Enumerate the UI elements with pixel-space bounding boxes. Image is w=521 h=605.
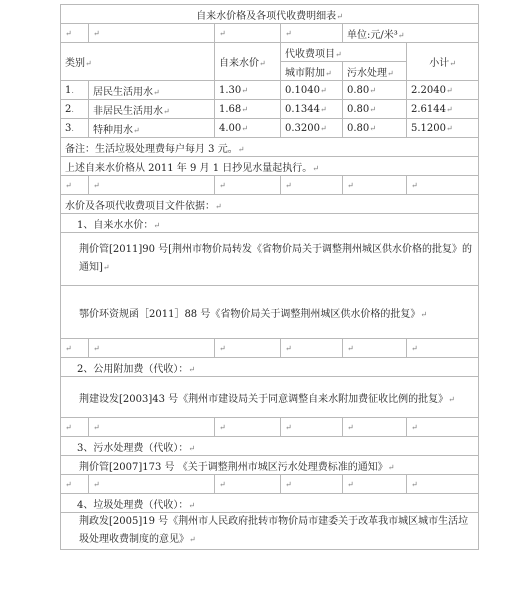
table-row: 2. 非居民生活用水↵ 1.68↵ 0.1344↵ 0.80↵ 2.6144↵ [61,100,479,119]
unit-label: 单位:元/米³↵ [343,24,479,43]
section-doc: 荆建设发[2003]43 号《荆州市建设局关于同意调整自来水附加费征收比例的批复》↵ [61,377,479,418]
section-heading-row [61,358,479,377]
header-water-price: 自来水价↵ [215,43,281,81]
basis-title-row [61,195,479,214]
table-row: 3. 特种用水↵ 4.00↵ 0.3200↵ 0.80↵ 5.1200↵ [61,119,479,138]
section-doc-row [61,286,479,339]
section-heading: 3、污水处理费（代收）：↵ [61,437,479,456]
note-row [61,138,479,157]
header-category: 类别↵ [61,43,215,81]
header-sewage: 污水处理↵ [343,62,407,81]
blank-row: ↵ ↵ ↵ ↵ ↵ ↵ [61,176,479,195]
table-title: 自来水价格及各项代收费明细表↵ [61,5,479,24]
section-doc-row [61,233,479,286]
blank-row: ↵ ↵ ↵ ↵ ↵ ↵ [61,418,479,437]
section-heading-row [61,214,479,233]
header-city-surcharge: 城市附加↵ [281,62,343,81]
price-table [60,4,479,550]
basis-title: 水价及各项代收费项目文件依据：↵ [61,195,479,214]
table-row: 1. 居民生活用水↵ 1.30↵ 0.1040↵ 0.80↵ 2.2040↵ [61,81,479,100]
water-price-sheet [60,4,478,604]
section-doc: 荆政发[2005]19 号《荆州市人民政府批转市物价局市建委关于改革我市城区城市生活垃圾处理收费制度的意见》↵ [61,513,479,550]
header-collected-items: 代收费项目↵ [281,43,407,62]
blank-row: ↵ ↵ ↵ ↵ ↵ ↵ [61,339,479,358]
header-row [61,43,479,62]
section-heading-row [61,494,479,513]
effective-text: 上述自来水价格从 2011 年 9 月 1 日抄见水量起执行。↵ [61,157,479,176]
section-doc-row [61,377,479,418]
section-heading: 2、公用附加费（代收）：↵ [61,358,479,377]
header-subtotal: 小计↵ [407,43,479,81]
section-doc: 荆价管[2007]173 号 《关于调整荆州市城区污水处理费标准的通知》↵ [61,456,479,475]
blank-row: ↵ ↵ ↵ ↵ ↵ ↵ [61,475,479,494]
section-doc-row [61,456,479,475]
section-doc-row [61,513,479,550]
section-heading: 4、垃圾处理费（代收）：↵ [61,494,479,513]
note-text: 备注：生活垃圾处理费每户每月 3 元。↵ [61,138,479,157]
section-doc: 荆价管[2011]90 号[荆州市物价局转发《省物价局关于调整荆州城区供水价格的批复》的通知]↵ [61,233,479,286]
section-heading: 1、自来水水价：↵ [61,214,479,233]
title-row [61,5,479,24]
effective-row [61,157,479,176]
section-doc: 鄂价环资规函［2011］88 号《省物价局关于调整荆州城区供水价格的批复》↵ [61,286,479,339]
unit-row: ↵ ↵ ↵ ↵ 单位:元/米³↵ [61,24,479,43]
section-heading-row [61,437,479,456]
